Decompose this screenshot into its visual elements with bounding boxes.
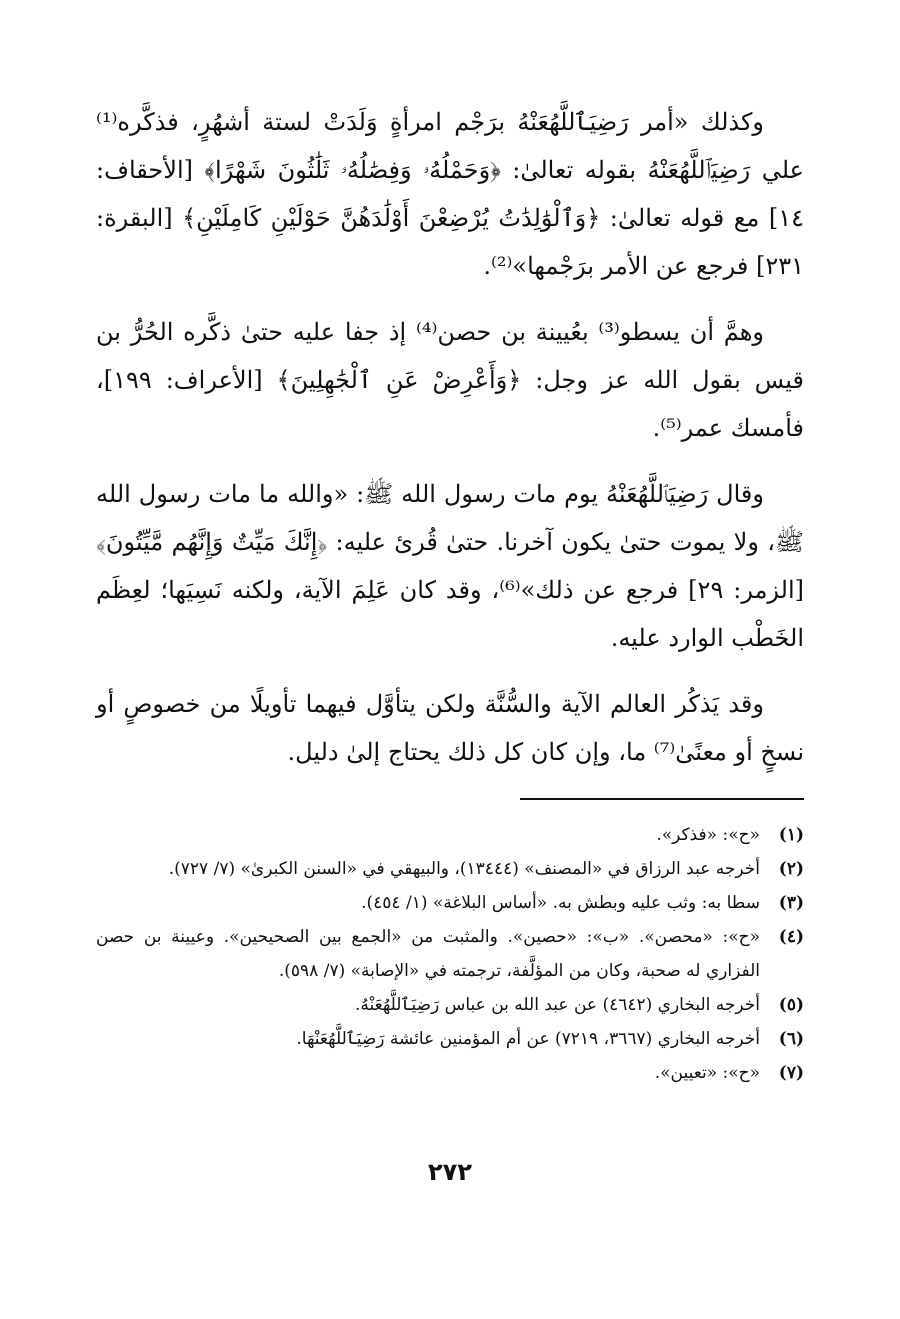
footnotes bbox=[96, 818, 804, 1090]
footnote-text: سطا به: وثب عليه وبطش به. «أساس البلاغة» (١/ ٤٥٤). bbox=[361, 893, 760, 913]
footnote-text: «ح»: «محصن». «ب»: «حصين». والمثبت من «الجمع بين الصحيحين». وعيينة بن حصن الفزاري له صحبة، وكان من المؤلَّفة، ترجمته في «الإصابة» (٧/ ٥٩٨). bbox=[96, 927, 760, 981]
footnote bbox=[96, 886, 804, 920]
paragraph: وكذلك «أمر رَضِيَٱللَّهُعَنْهُ برَجْم امرأةٍ وَلَدَتْ لستة أشهُرٍ، فذكَّره⁽¹⁾ علي رَضِيَٱللَّهُعَنْهُ بقوله تعالىٰ: ﴿وَحَمْلُهُۥ وَفِصَٰلُهُۥ ثَلَٰثُونَ شَهْرًا﴾ [الأحقاف: ١٤] مع قوله تعالىٰ: ﴿وَٱلْوَٰلِدَٰتُ يُرْضِعْنَ أَوْلَٰدَهُنَّ حَوْلَيْنِ كَامِلَيْنِ﴾ [البقرة: ٢٣١] فرجع عن الأمر برَجْمها»⁽²⁾. bbox=[96, 108, 804, 280]
footnote-number: (٢) bbox=[778, 859, 804, 879]
footnote-number: (١) bbox=[778, 825, 804, 845]
footnote bbox=[96, 852, 804, 886]
footnote-text: «ح»: «تعيين». bbox=[654, 1063, 760, 1083]
paragraph: وقد يَذكُر العالم الآية والسُّنَّة ولكن يتأوَّل فيهما تأويلًا من خصوصٍ أو نسخٍ أو معنًىٰ⁽⁷⁾ ما، وإن كان كل ذلك يحتاج إلىٰ دليل. bbox=[96, 690, 804, 766]
footnote-text: «ح»: «فذكر». bbox=[656, 825, 760, 845]
footnote-number: (٧) bbox=[778, 1063, 804, 1083]
footnote-number: (٤) bbox=[778, 927, 804, 947]
footnote bbox=[96, 1022, 804, 1056]
main-text bbox=[96, 98, 804, 776]
footnote-text: أخرجه البخاري (٤٦٤٢) عن عبد الله بن عباس رَضِيَٱللَّهُعَنْهُ. bbox=[354, 995, 760, 1015]
page-number: ٢٧٢ bbox=[428, 1158, 472, 1186]
paragraph: وهمَّ أن يسطو⁽³⁾ بعُيينة بن حصن⁽⁴⁾ إذ جفا عليه حتىٰ ذكَّره الحُرُّ بن قيس بقول الله عز وجل: ﴿وَأَعْرِضْ عَنِ ٱلْجَٰهِلِينَ﴾ [الأعراف: ١٩٩]، فأمسك عمر⁽⁵⁾. bbox=[96, 318, 804, 442]
footnote bbox=[96, 818, 804, 852]
footnote-number: (٣) bbox=[778, 893, 804, 913]
footnote bbox=[96, 1056, 804, 1090]
footnote-divider bbox=[520, 798, 804, 800]
footnote-text: أخرجه البخاري (٣٦٦٧، ٧٢١٩) عن أم المؤمنين عائشة رَضِيَٱللَّهُعَنْهَا. bbox=[296, 1029, 760, 1049]
footnote bbox=[96, 920, 804, 988]
footnote-number: (٥) bbox=[778, 995, 804, 1015]
paragraph: وقال رَضِيَٱللَّهُعَنْهُ يوم مات رسول الله ﷺ: «والله ما مات رسول الله ﷺ، ولا يموت حتىٰ يكون آخرنا. حتىٰ قُرئ عليه: ﴿إِنَّكَ مَيِّتٌ وَإِنَّهُم مَّيِّتُونَ﴾ [الزمر: ٢٩] فرجع عن ذلك»⁽⁶⁾، وقد كان عَلِمَ الآية، ولكنه نَسِيَها؛ لعِظَم الخَطْب الوارد عليه. bbox=[96, 480, 805, 652]
footnote-number: (٦) bbox=[778, 1029, 804, 1049]
footnote bbox=[96, 988, 804, 1022]
footnote-text: أخرجه عبد الرزاق في «المصنف» (١٣٤٤٤)، والبيهقي في «السنن الكبرىٰ» (٧/ ٧٢٧). bbox=[168, 859, 760, 879]
